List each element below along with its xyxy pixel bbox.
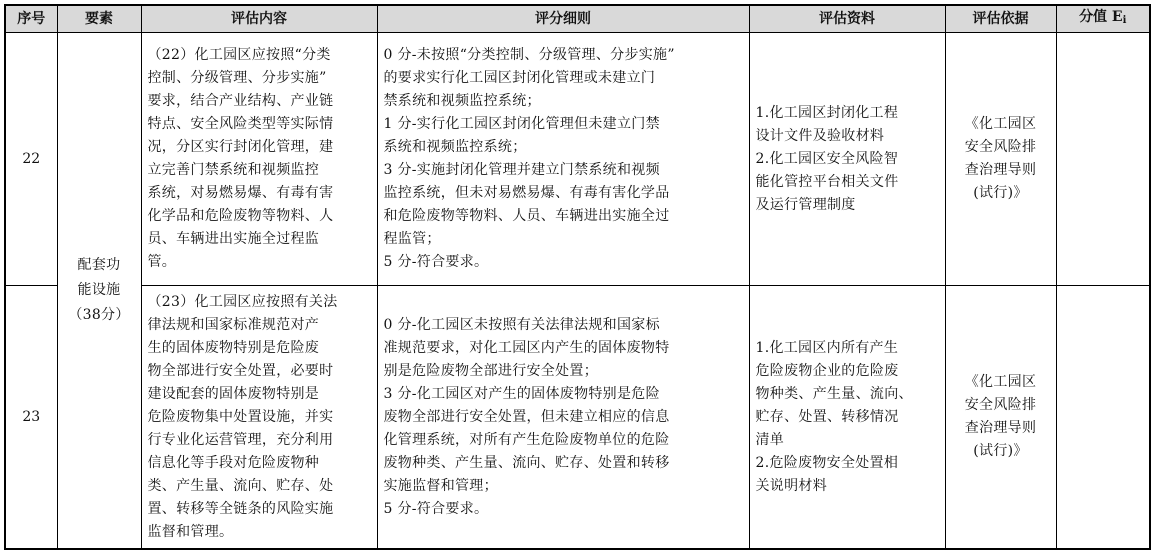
rules-cell: 0 分-化工园区未按照有关法律法规和国家标 准规范要求，对化工园区内产生的固体废物特 别是危险废物全部进行安全处置； 3 分-化工园区对产生的固体废物特别是危险 废物全部进行安全处置，但未建立相应的信息 化管理系统，对所有产生危险废物单位的危险 废物种类、产生量、流向、贮存、处置和转移 实施监督和管理； 5 分-符合要求。 [377, 286, 749, 550]
header-rules: 评分细则 [377, 5, 749, 33]
element-cell: 配套功 能设施 （38分） [57, 33, 141, 550]
materials-cell: 1.化工园区封闭化工程 设计文件及验收材料 2.化工园区安全风险智 能化管控平台相关文件 及运行管理制度 [749, 33, 945, 286]
assessment-table-wrapper [4, 4, 1151, 550]
score-cell [1056, 33, 1150, 286]
header-score-sub: i [1122, 15, 1127, 26]
header-no: 序号 [5, 5, 57, 33]
table-row [5, 33, 1150, 286]
basis-cell: 《化工园区 安全风险排 查治理导则 (试行)》 [945, 33, 1056, 286]
score-cell [1056, 286, 1150, 550]
content-cell: （23）化工园区应按照有关法 律法规和国家标准规范对产 生的固体废物特别是危险废 物全部进行安全处置，必要时 建设配套的固体废物特别是 危险废物集中处置设施，并实 行专业化运营管理，充分利用 信息化等手段对危险废物种 类、产生量、流向、贮存、处 置、转移等全链条的风险实施 监督和管理。 [141, 286, 377, 550]
header-score-main: 分值 E [1079, 9, 1123, 25]
header-row [5, 5, 1150, 33]
materials-cell: 1.化工园区内所有产生 危险废物企业的危险废 物种类、产生量、流向、 贮存、处置、转移情况 清单 2.危险废物安全处置相 关说明材料 [749, 286, 945, 550]
header-basis: 评估依据 [945, 5, 1056, 33]
rules-cell: 0 分-未按照“分类控制、分级管理、分步实施” 的要求实行化工园区封闭化管理或未建立门 禁系统和视频监控系统； 1 分-实行化工园区封闭化管理但未建立门禁 系统和视频监控系统； 3 分-实施封闭化管理并建立门禁系统和视频 监控系统，但未对易燃易爆、有毒有害化学品 和危险废物等物料、人员、车辆进出实施全过 程监管； 5 分-符合要求。 [377, 33, 749, 286]
basis-cell: 《化工园区 安全风险排 查治理导则 (试行)》 [945, 286, 1056, 550]
header-materials: 评估资料 [749, 5, 945, 33]
table-row [5, 286, 1150, 550]
header-score [1056, 5, 1150, 33]
assessment-table [4, 4, 1151, 550]
content-cell: （22）化工园区应按照“分类 控制、分级管理、分步实施” 要求，结合产业结构、产业链 特点、安全风险类型等实际情 况，分区实行封闭化管理，建 立完善门禁系统和视频监控 系统，对易燃易爆、有毒有害 化学品和危险废物等物料、人 员、车辆进出实施全过程监 管。 [141, 33, 377, 286]
row-number: 22 [5, 33, 57, 286]
header-content: 评估内容 [141, 5, 377, 33]
row-number: 23 [5, 286, 57, 550]
header-element: 要素 [57, 5, 141, 33]
